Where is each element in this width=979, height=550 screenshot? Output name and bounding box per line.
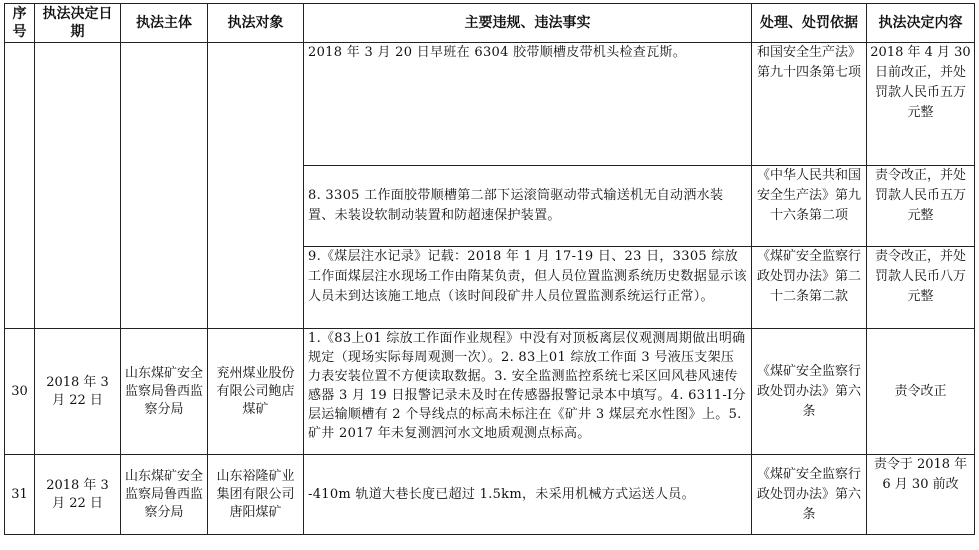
cell-content: 责令改正，并处罚款人民币八万元整 xyxy=(867,247,975,329)
header-basis: 处理、处罚依据 xyxy=(752,4,867,43)
cell-facts: 8. 3305 工作面胶带顺槽第二部下运滚筒驱动带式输送机无自动洒水装置、未装设软制动装置和防超速保护装置。 xyxy=(304,166,752,247)
cell-facts: 2018 年 3 月 20 日早班在 6304 胶带顺槽皮带机头检查瓦斯。 xyxy=(304,43,752,166)
cell-date: 2018 年 3 月 22 日 xyxy=(35,329,121,455)
cell-content: 责令改正，并处罚款人民币五万元整 xyxy=(867,166,975,247)
header-object: 执法对象 xyxy=(208,4,304,43)
header-date: 执法决定日期 xyxy=(35,4,121,43)
header-subject: 执法主体 xyxy=(121,4,208,43)
cell-subject xyxy=(121,43,208,329)
cell-object: 兖州煤业股份有限公司鲍店煤矿 xyxy=(208,329,304,455)
cell-basis: 《煤矿安全监察行政处罚办法》第六条 xyxy=(752,329,867,455)
cell-no: 30 xyxy=(5,329,35,455)
enforcement-table xyxy=(4,3,975,535)
cell-content: 责令于 2018 年 6 月 30 前改 xyxy=(867,455,975,535)
header-no: 序号 xyxy=(5,4,35,43)
header-facts: 主要违规、违法事实 xyxy=(304,4,752,43)
cell-content: 责令改正 xyxy=(867,329,975,455)
table-row xyxy=(5,43,975,166)
cell-object xyxy=(208,43,304,329)
header-row xyxy=(5,4,975,43)
cell-content: 2018 年 4 月 30 日前改正，并处罚款人民币五万元整 xyxy=(867,43,975,166)
cell-date xyxy=(35,43,121,329)
header-content: 执法决定内容 xyxy=(867,4,975,43)
cell-basis: 和国安全生产法》第九十四条第七项 xyxy=(752,43,867,166)
cell-basis: 《煤矿安全监察行政处罚办法》第六条 xyxy=(752,455,867,535)
table-row xyxy=(5,455,975,535)
cell-facts: 9.《煤层注水记录》记载：2018 年 1 月 17-19 日、23 日，3305 综放工作面煤层注水现场工作由隋某负责，但人员位置监测系统历史数据显示该人员未到达该施工地点（该时间段矿井人员位置监测系统运行正常）。 xyxy=(304,247,752,329)
cell-no xyxy=(5,43,35,329)
table-row xyxy=(5,329,975,455)
cell-no: 31 xyxy=(5,455,35,535)
cell-basis: 《煤矿安全监察行政处罚办法》第二十二条第二款 xyxy=(752,247,867,329)
cell-subject: 山东煤矿安全监察局鲁西监察分局 xyxy=(121,455,208,535)
cell-object: 山东裕隆矿业集团有限公司唐阳煤矿 xyxy=(208,455,304,535)
cell-facts: 1.《83上01 综放工作面作业规程》中没有对顶板离层仪观测周期做出明确规定（现场实际每周观测一次）。2. 83上01 综放工作面 3 号液压支架压力表安装位置不方便读取数据。3. 安全监测监控系统七采区回风巷风速传感器 3 月 19 日报警记录未及时在传感器报警记录本中填写。4. 6311-Ⅰ分层运输顺槽有 2 个导线点的标高未标注在《矿井 3 煤层充水性图》上。5. 矿井 2017 年未复测泗河水文地质观测点标高。 xyxy=(304,329,752,455)
cell-subject: 山东煤矿安全监察局鲁西监察分局 xyxy=(121,329,208,455)
cell-date: 2018 年 3 月 22 日 xyxy=(35,455,121,535)
cell-facts: -410m 轨道大巷长度已超过 1.5km，未采用机械方式运送人员。 xyxy=(304,455,752,535)
cell-basis: 《中华人民共和国安全生产法》第九十六条第二项 xyxy=(752,166,867,247)
